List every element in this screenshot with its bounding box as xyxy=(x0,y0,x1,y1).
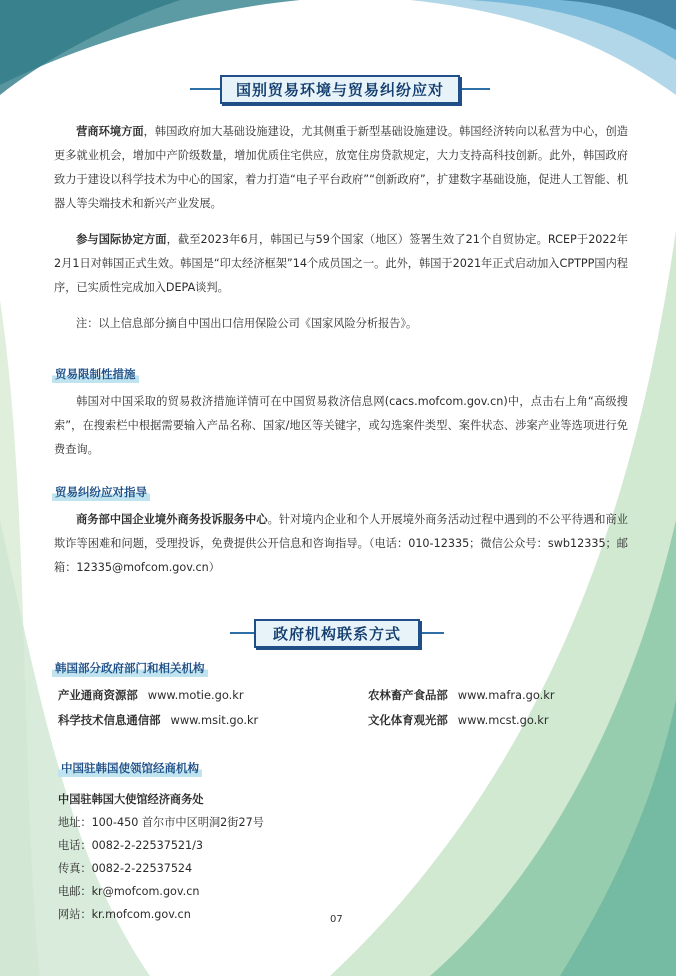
dispute-guidance-heading: 贸易纠纷应对指导 xyxy=(52,484,150,501)
agency-url[interactable]: www.motie.go.kr xyxy=(147,688,244,702)
embassy-fax: 传真：0082-2-22537524 xyxy=(58,862,193,875)
paragraph-body: 。针对境内企业和个人开展境外商务活动过程中遇到的不公平待遇和商业欺诈等困难和问题，受理投诉，免费提供公开信息和咨询指导。（电话：010-12335；微信公众号：swb12335；邮箱：12335@mofcom.gov.cn） xyxy=(54,513,628,574)
embassy-website[interactable]: 网站：kr.mofcom.gov.cn xyxy=(58,908,191,921)
section-title: 政府机构联系方式 xyxy=(254,619,420,648)
agency-name: 科学技术信息通信部 xyxy=(58,713,161,727)
dispute-guidance-paragraph xyxy=(54,508,628,580)
international-agreements-paragraph xyxy=(54,228,628,300)
trade-restriction-paragraph xyxy=(54,390,628,462)
paragraph-body: 韩国对中国采取的贸易救济措施详情可在中国贸易救济信息网(cacs.mofcom.gov.cn)中，点击右上角“高级搜索”，在搜索栏中根据需要输入产品名称、国家/地区等关键字，或勾选案件类型、案件状态、涉案产业等选项进行免费查询。 xyxy=(54,395,628,456)
agency-entry xyxy=(58,687,244,703)
agency-name: 农林畜产食品部 xyxy=(368,688,448,702)
embassy-phone: 电话：0082-2-22537521/3 xyxy=(58,839,204,852)
section-title-banner xyxy=(190,76,490,103)
agency-entry xyxy=(368,712,549,728)
paragraph-lead: 营商环境方面 xyxy=(76,125,144,138)
agency-url[interactable]: www.mafra.go.kr xyxy=(457,688,555,702)
agency-entry xyxy=(58,712,258,728)
agency-name: 产业通商资源部 xyxy=(58,688,138,702)
agency-url[interactable]: www.msit.go.kr xyxy=(170,713,259,727)
note-text: 注：以上信息部分摘自中国出口信用保险公司《国家风险分析报告》。 xyxy=(76,317,418,330)
source-note xyxy=(54,312,628,336)
business-environment-paragraph xyxy=(54,120,628,216)
paragraph-lead: 商务部中国企业境外商务投诉服务中心 xyxy=(76,513,268,526)
embassy-address: 地址：100-450 首尔市中区明洞2街27号 xyxy=(58,816,264,829)
embassy-heading: 中国驻韩国使领馆经商机构 xyxy=(58,760,202,777)
trade-restriction-heading: 贸易限制性措施 xyxy=(52,366,139,383)
section-title: 国别贸易环境与贸易纠纷应对 xyxy=(220,75,460,104)
agency-name: 文化体育观光部 xyxy=(368,713,448,727)
korean-agencies-heading: 韩国部分政府部门和相关机构 xyxy=(52,660,208,677)
embassy-name: 中国驻韩国大使馆经济商务处 xyxy=(58,793,204,806)
paragraph-lead: 参与国际协定方面 xyxy=(76,233,167,246)
section-title-banner xyxy=(230,620,444,647)
agency-entry xyxy=(368,687,555,703)
paragraph-body: ，韩国政府加大基础设施建设，尤其侧重于新型基础设施建设。韩国经济转向以私营为中心，创造更多就业机会，增加中产阶级数量，增加优质住宅供应，放宽住房贷款规定，大力支持高科技创新。此外，韩国政府致力于建设以科学技术为中心的国家，着力打造“电子平台政府”“创新政府”，扩建数字基础设施，促进人工智能、机器人等尖端技术和新兴产业发展。 xyxy=(54,125,628,210)
agency-url[interactable]: www.mcst.go.kr xyxy=(457,713,549,727)
paragraph-body: ，截至2023年6月，韩国已与59个国家（地区）签署生效了21个自贸协定。RCEP于2022年2月1日对韩国正式生效。韩国是“印太经济框架”14个成员国之一。此外，韩国于2021年正式启动加入CPTPP国内程序，已实质性完成加入DEPA谈判。 xyxy=(54,233,628,294)
embassy-email[interactable]: 电邮：kr@mofcom.gov.cn xyxy=(58,885,200,898)
page-number: 07 xyxy=(330,914,343,925)
